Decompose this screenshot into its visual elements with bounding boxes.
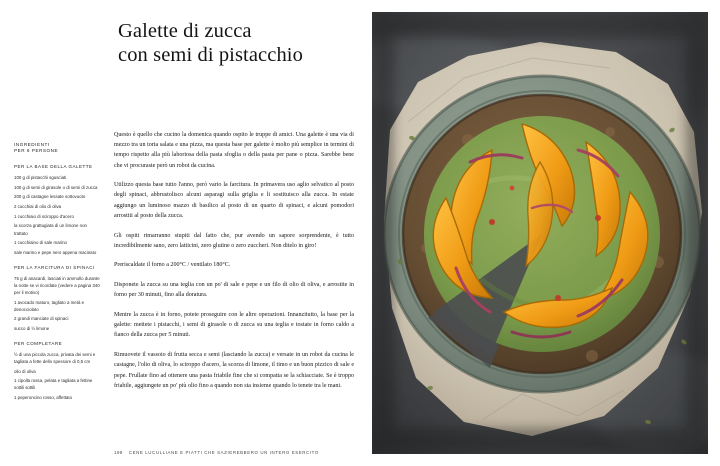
body-paragraph: Questo è quello che cucino la domenica quando ospito le truppe di amici. Una galette è una via di mezzo tra un torta salata e una pizza, ma questa base per galette è molto più semplice in termini di tempo rispetto alla più laboriosa della pasta sfoglia o della pasta per pane o pizza. Sarebbe bene che vi procuraste però un robot da cucina. <box>114 131 354 169</box>
ingredient-item: 100 g di pistacchi sgusciati <box>14 174 67 180</box>
ingredient-item: 1 cucchiaino di sale marino <box>14 240 67 246</box>
ingredients-section <box>14 341 100 401</box>
ingredients-heading-line-1: INGREDIENTI <box>14 141 50 147</box>
ingredient-item: succo di ½ limone <box>14 326 50 332</box>
ingredient-item: olio di oliva <box>14 368 36 374</box>
ingredients-section-title: PER LA BASE DELLA GALETTE <box>14 164 93 170</box>
ingredients-section <box>14 164 100 256</box>
photo-illustration <box>372 12 708 454</box>
ingredient-item: 1 cucchiaio di sciroppo d'acero <box>14 213 74 219</box>
body-paragraph: Mentre la zucca è in forno, potete proseguire con le altre operazioni. Innanzitutto, la base per la galette: mettete i pistacchi, i semi di girasole o di zucca su una teglia e tostate in forno caldo a fianco della zucca per 5 minuti. <box>114 311 354 339</box>
ingredients-heading <box>14 142 100 156</box>
ingredients-section <box>14 265 100 332</box>
ingredient-item: 200 g di castagne lessate sottovuoto <box>14 194 86 200</box>
body-paragraph: Rimuovete il vassoio di frutta secca e semi (lasciando la zucca) e versate in un robot da cucina le castagne, l'olio di oliva, lo sciroppo d'acero, la scorza di limone, il timo e un buon pizzico di sale e pepe. Frullate fino ad ottenere una pasta friabile fine che si compatta se la schiacciate. Se è troppo friabile, aggiungete un po' più olio fino a quando non sta insieme quando lo tenete tra le mani. <box>114 351 354 389</box>
ingredient-item: 1 cipolla rossa, pelata e tagliata a fettine sottili sottili <box>14 378 93 391</box>
recipe-title-line-2: con semi di pistacchio <box>118 43 303 66</box>
ingredient-item: 2 cucchiai di olio di oliva <box>14 203 62 209</box>
folio-page-number: 198 <box>114 450 123 455</box>
right-photo-page <box>372 0 720 466</box>
body-paragraph: Disponete la zucca su una teglia con un po' di sale e pepe e un filo di olio di oliva, e arrostite in forno per 30 minuti, fino alla doratura. <box>114 281 354 299</box>
recipe-title-line-1: Galette di zucca <box>118 20 252 42</box>
ingredient-item: 1 avocado maturo, tagliato a metà e denocciolato <box>14 299 85 312</box>
ingredients-section-title: PER COMPLETARE <box>14 341 63 347</box>
ingredient-item: ½ di una piccola zucca, privata dei semi e tagliata a fette dello spessore di 0,5 cm <box>14 351 96 364</box>
ingredients-panel <box>14 82 106 450</box>
page-footer <box>114 450 319 455</box>
pumpkin-galette-photo <box>372 12 708 454</box>
ingredient-item: la scorza grattugiata di un limone non trattato <box>14 223 87 236</box>
ingredient-item: sale marino e pepe nero appena macinato <box>14 249 97 255</box>
ingredients-heading-line-2: PER 6 PERSONE <box>14 148 59 154</box>
page-title <box>118 20 358 68</box>
ingredient-item: 75 g di anacardi, lasciati in ammollo durante la notte se vi ricordate (vedere a pagina 340 per il motivo) <box>14 275 100 295</box>
ingredients-section-title: PER LA FARCITURA DI SPINACI <box>14 265 95 271</box>
body-paragraph: Gli ospiti rimarranno stupiti dal fatto che, pur avendo un sapore sorprendente, è tutto incredibilmente sano, zero latticini, zero glutine o zero zuccheri. Non ditelo in giro! <box>114 232 354 250</box>
ingredient-item: 1 peperoncino rosso, affettato <box>14 395 73 401</box>
body-paragraph: Preriscaldate il forno a 200°C / ventilato 180°C. <box>114 262 231 269</box>
method-text <box>106 82 358 450</box>
running-head: CENE LUCULLIANE E PIATTI CHE SAZIEREBBERO UN INTERO ESERCITO <box>128 450 319 455</box>
ingredient-item: 100 g di semi di girasole o di semi di zucca <box>14 184 98 190</box>
page-body <box>14 82 358 450</box>
body-paragraph: Utilizzo questa base tutto l'anno, però vario la farcitura. In primavera uso aglio selvatico al posto degli spinaci, abbrustolisco alcuni asparagi sulla griglia e li sostituisco alla zucca. In estate aggiungo un luminoso mazzo di basilico al posto di un quarto di spinaci, e alcuni pomodori arrostiti al posto della zucca. <box>114 182 354 220</box>
ingredient-item: 2 grandi manciate di spinaci <box>14 316 69 322</box>
